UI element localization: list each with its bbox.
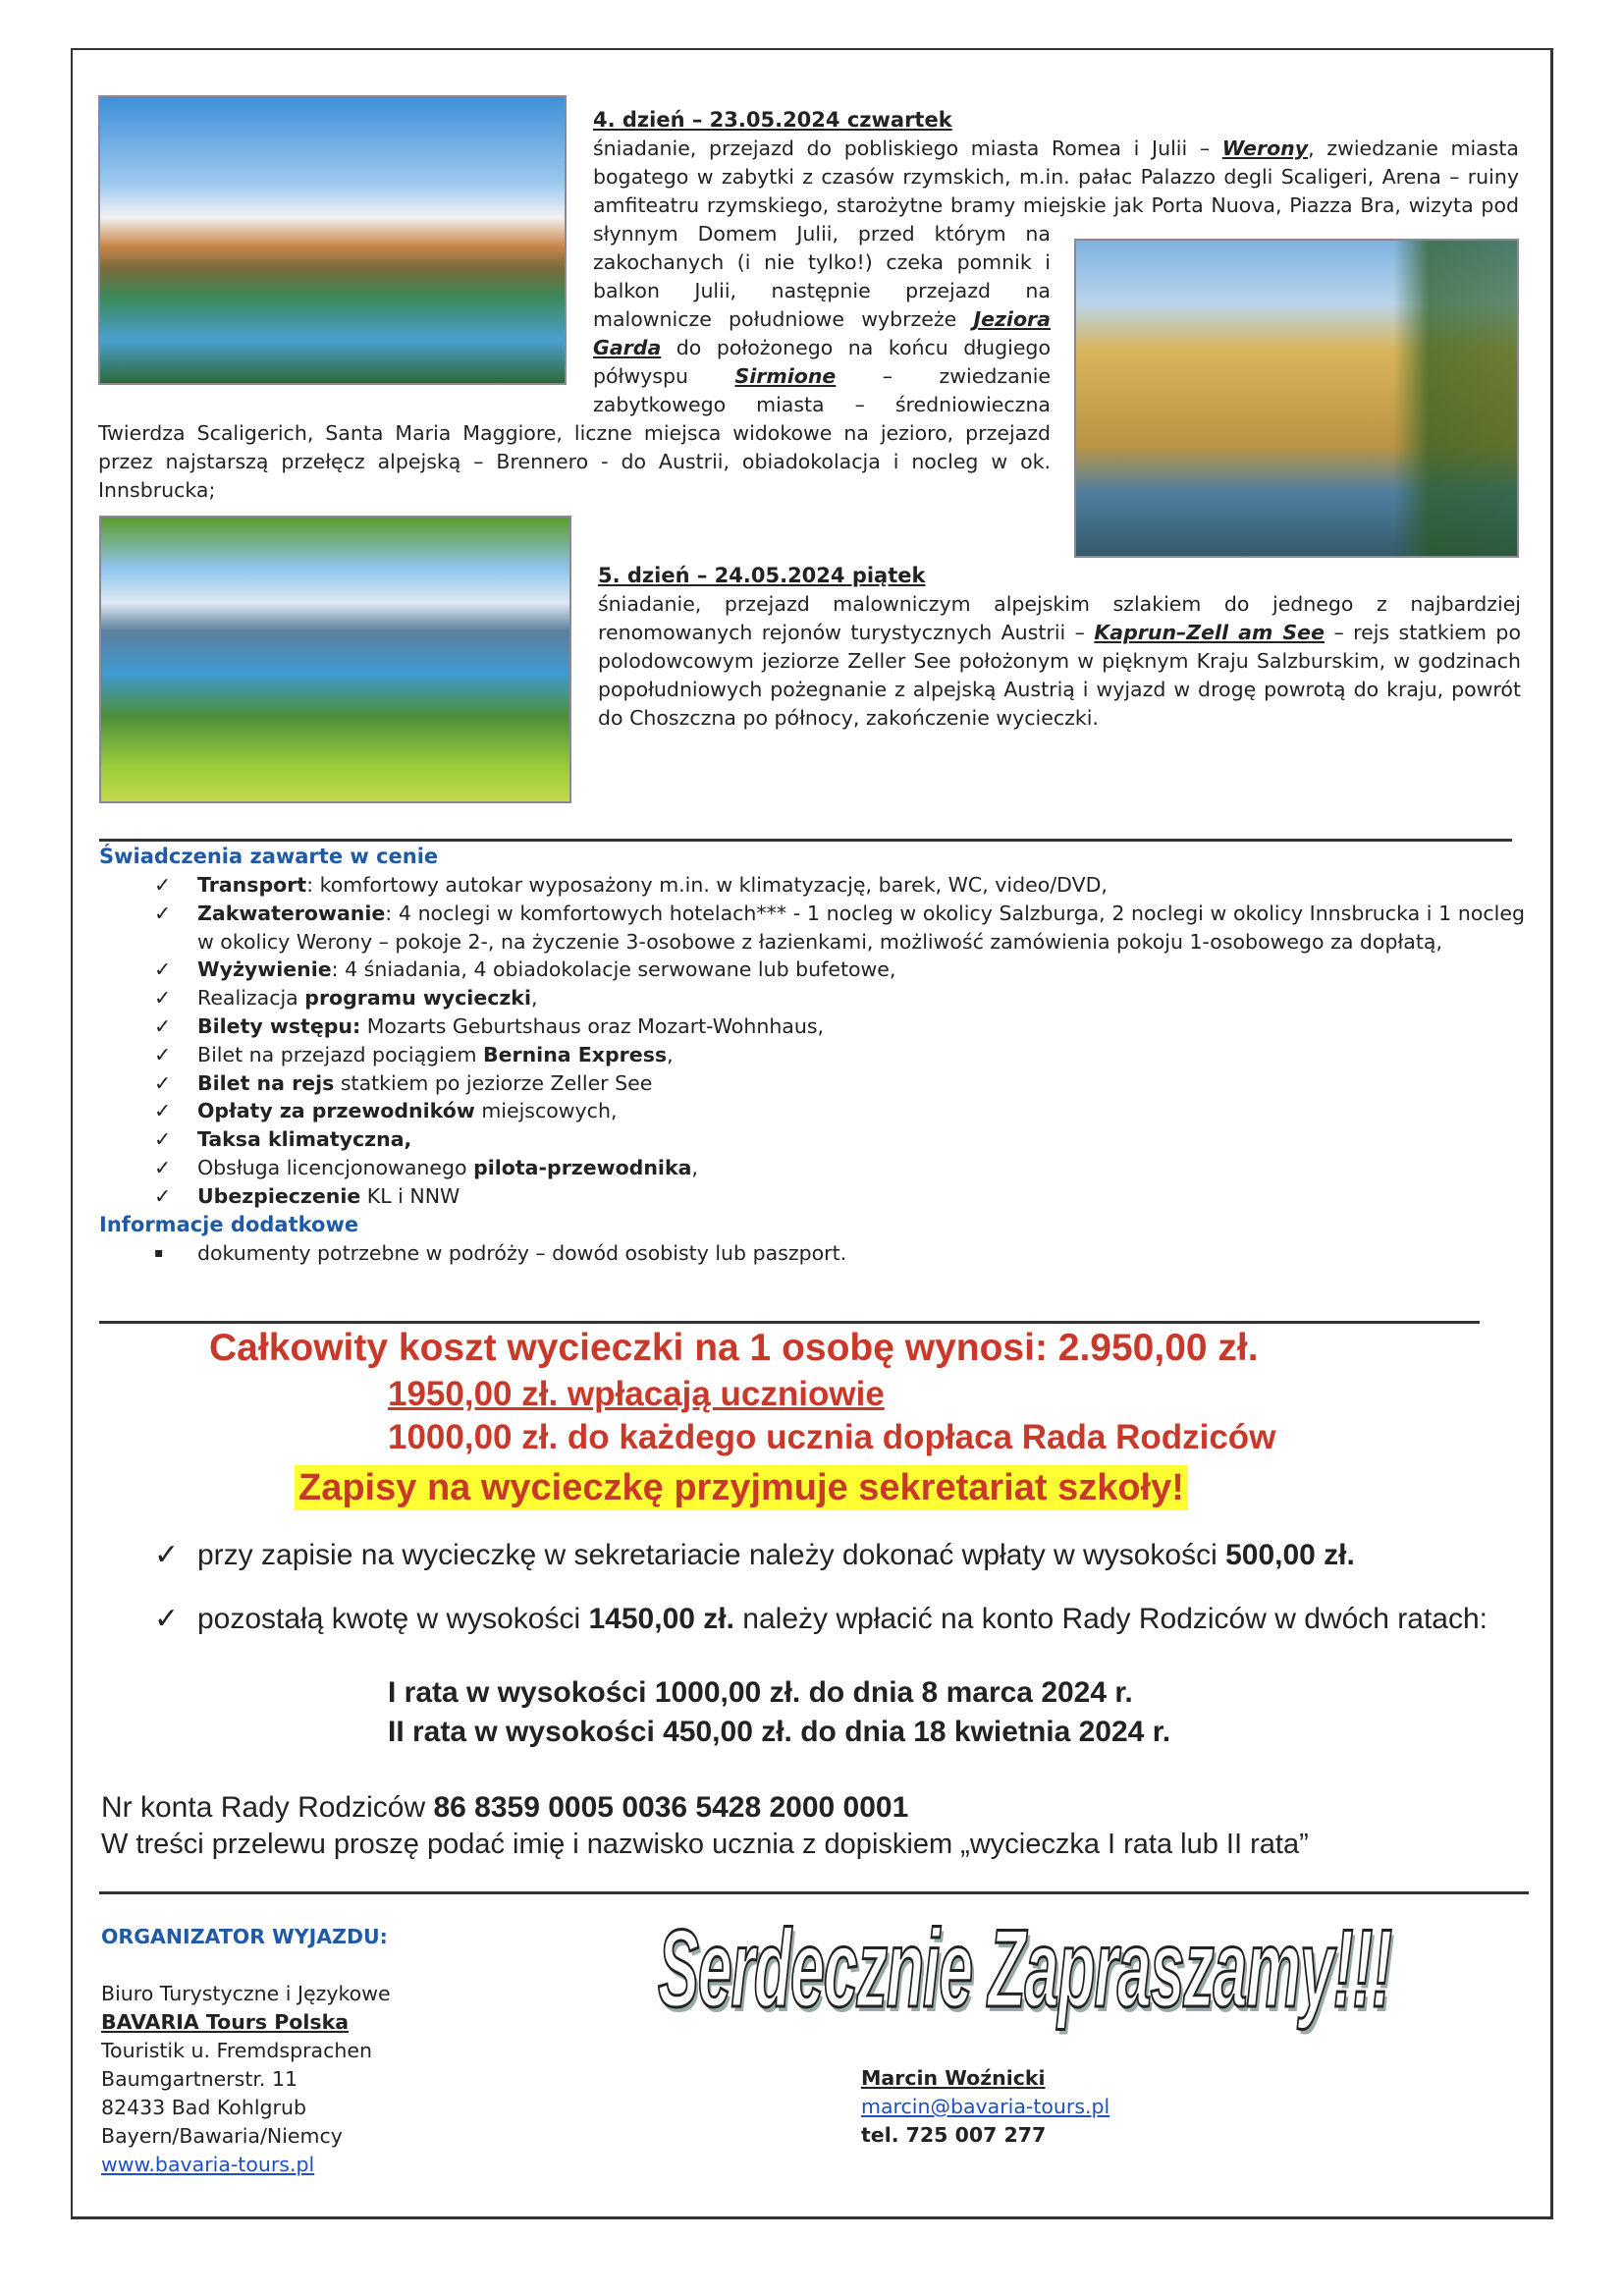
check-icon: ✓: [154, 901, 172, 925]
item-bold: Bilety wstępu:: [197, 1013, 361, 1038]
list-item: [154, 956, 1525, 984]
day5-heading: 5. dzień – 24.05.2024 piątek: [598, 564, 926, 587]
account-label: Nr konta Rady Rodziców: [101, 1791, 434, 1824]
day5-text: śniadanie, przejazd malowniczym alpejskim szlakiem do jednego z najbardziej renomowanych rejonów turystycznych Austrii –: [598, 592, 1521, 644]
day4-text: , zwiedzanie miasta bogatego w zabytki z czasów rzymskich, m.in. pałac Palazzo degli Scaligeri, Arena – ruiny amfiteatru rzymskiego, starożytne bramy miejskie jak Porta Nuova, Piazza Bra, wizyta pod słynnym Domem Julii, przed którym na zakochanych (i nie tylko!) czeka pomnik i balkon Julii, następnie przejazd na malownicze południowe wybrzeże: [593, 137, 1519, 331]
account-line: [101, 1789, 908, 1827]
payment-text: przy zapisie na wycieczkę w sekretariacie należy dokonać wpłaty w wysokości: [197, 1539, 1226, 1571]
check-icon: ✓: [154, 1070, 172, 1095]
item-text: ,: [530, 986, 538, 1011]
divider: [99, 1891, 1529, 1894]
organizer-region: Bayern/Bawaria/Niemcy: [101, 2124, 343, 2148]
organizer-line: Biuro Turystyczne i Językowe: [101, 1982, 391, 2005]
item-text: : komfortowy autokar wyposażony m.in. w klimatyzację, barek, WC, video/DVD,: [306, 873, 1108, 897]
item-text: Mozarts Geburtshaus oraz Mozart-Wohnhaus,: [360, 1013, 825, 1038]
contact-phone: tel. 725 007 277: [861, 2123, 1047, 2147]
day4-text: śniadanie, przejazd do pobliskiego miasta Romea i Julii –: [593, 137, 1222, 160]
list-item: [154, 1182, 1525, 1211]
check-icon: ✓: [154, 1042, 172, 1066]
list-item: [154, 871, 1525, 900]
list-item: [154, 1012, 1525, 1041]
list-item: [154, 1069, 1525, 1098]
installment-1: I rata w wysokości 1000,00 zł. do dnia 8 marca 2024 r.: [388, 1676, 1133, 1709]
organizer-line: Touristik u. Fremdsprachen: [101, 2039, 372, 2062]
website-link[interactable]: www.bavaria-tours.pl: [101, 2153, 315, 2176]
payment-bullet-2: [154, 1598, 1529, 1641]
check-icon: ✓: [154, 1603, 180, 1635]
list-item: [154, 900, 1525, 957]
check-icon: ✓: [154, 957, 172, 982]
item-text: : 4 noclegi w komfortowych hotelach*** - 1 nocleg w okolicy Salzburga, 2 noclegi w okolicy Innsbrucka i 1 nocleg w okolicy Werony – pokoje 2-, na życzenie 3-osobowe z łazienkami, możliwość zamówienia pokoju 1-osobowego za dopłatą,: [197, 901, 1525, 954]
contact-block: [861, 2064, 1109, 2150]
item-bold: Taksa klimatyczna,: [197, 1127, 412, 1152]
float-spacer: [1051, 232, 1520, 551]
organizer-city: 82433 Bad Kohlgrub: [101, 2096, 306, 2119]
square-bullet-icon: ▪: [154, 1244, 164, 1261]
organizer-company: BAVARIA Tours Polska: [101, 2010, 350, 2034]
students-payment: 1950,00 zł. wpłacają uczniowie: [388, 1375, 885, 1413]
signup-notice: Zapisy na wycieczkę przyjmuje sekretariat szkoły!: [295, 1465, 1188, 1510]
item-bold: Opłaty za przewodników: [197, 1099, 475, 1123]
organizer-title: ORGANIZATOR WYJAZDU:: [101, 1925, 388, 1948]
organizer-street: Baumgartnerstr. 11: [101, 2067, 298, 2091]
included-list: [154, 871, 1525, 1211]
day5-text: – rejs statkiem po polodowcowym jeziorze Zeller See położonym w pięknym Kraju Salzburskim, w godzinach popołudniowych pożegnanie z alpejską Austrią i wyjazd w drogę powrotą do kraju, powrót do Choszczna po północy, zakończenie wycieczki.: [598, 621, 1521, 730]
total-cost: Całkowity koszt wycieczki na 1 osobę wynosi: 2.950,00 zł.: [209, 1327, 1259, 1369]
list-item: [154, 1125, 1525, 1154]
item-text: Obsługa licencjonowanego: [197, 1155, 474, 1179]
item-bold: programu wycieczki: [304, 986, 531, 1011]
check-icon: ✓: [154, 1183, 172, 1208]
organizer-block: [101, 1923, 391, 2179]
transfer-note: W treści przelewu proszę podać imię i nazwisko ucznia z dopiskiem „wycieczka I rata lub II rata”: [101, 1829, 1309, 1860]
list-item: [154, 984, 1525, 1012]
payment-amount: 500,00 zł.: [1225, 1539, 1355, 1571]
council-payment: 1000,00 zł. do każdego ucznia dopłaca Rada Rodziców: [388, 1418, 1276, 1456]
item-text: ,: [667, 1042, 674, 1066]
included-section: [99, 843, 1525, 1267]
included-title: Świadczenia zawarte w cenie: [99, 845, 439, 868]
place-werona: Werony: [1221, 137, 1309, 160]
item-text: Bilet na przejazd pociągiem: [197, 1042, 483, 1066]
item-text: miejscowych,: [474, 1099, 618, 1123]
item-bold: Wyżywienie: [197, 957, 332, 982]
contact-email-link[interactable]: marcin@bavaria-tours.pl: [861, 2095, 1110, 2118]
check-icon: ✓: [154, 1013, 172, 1038]
check-icon: ✓: [154, 986, 172, 1011]
additional-list: [154, 1239, 1525, 1268]
item-text: : 4 śniadania, 4 obiadokolacje serwowane lub bufetowe,: [331, 957, 896, 982]
day5-section: [598, 562, 1521, 733]
item-bold: Ubezpieczenie: [197, 1183, 361, 1208]
check-icon: ✓: [154, 1539, 180, 1571]
float-spacer: [1519, 106, 1520, 232]
item-text: KL i NNW: [360, 1183, 460, 1208]
item-text: statkiem po jeziorze Zeller See: [334, 1070, 653, 1095]
list-item: [154, 1041, 1525, 1069]
check-icon: ✓: [154, 1155, 172, 1179]
day4-section: [98, 106, 1520, 551]
float-spacer: [98, 106, 593, 394]
list-item: [154, 1097, 1525, 1125]
item-bold: Bilet na rejs: [197, 1070, 335, 1095]
contact-name: Marcin Woźnicki: [861, 2066, 1046, 2090]
item-text: ,: [691, 1155, 698, 1179]
check-icon: ✓: [154, 1127, 172, 1152]
invite-text: Serdecznie Zapraszamy!!!: [658, 1907, 1391, 2030]
item-bold: Bernina Express: [482, 1042, 668, 1066]
check-icon: ✓: [154, 1099, 172, 1123]
invite-banner: [658, 1905, 1623, 2032]
item-text: dokumenty potrzebne w podróży – dowód osobisty lub paszport.: [197, 1240, 847, 1265]
item-text: Realizacja: [197, 986, 305, 1011]
payment-amount: 1450,00 zł.: [588, 1603, 734, 1635]
list-item: [154, 1239, 1525, 1268]
installment-2: II rata w wysokości 450,00 zł. do dnia 18 kwietnia 2024 r.: [388, 1716, 1171, 1748]
day4-heading: 4. dzień – 23.05.2024 czwartek: [593, 108, 952, 132]
place-sirmione: Sirmione: [734, 364, 837, 388]
zell-am-see-photo: [99, 516, 571, 803]
place-kaprun-zell: Kaprun–Zell am See: [1094, 621, 1325, 644]
payment-bullet-1: [154, 1534, 1529, 1577]
payment-text: należy wpłacić na konto Rady Rodziców w dwóch ratach:: [733, 1603, 1488, 1635]
account-number: 86 8359 0005 0036 5428 2000 0001: [433, 1791, 909, 1824]
item-bold: Zakwaterowanie: [197, 901, 386, 925]
place-jezioro-garda: Jeziora Garda: [593, 307, 1051, 359]
check-icon: ✓: [154, 873, 172, 897]
day4-text: do położonego na końcu długiego półwyspu: [593, 336, 1051, 388]
divider: [99, 1321, 1480, 1324]
list-item: [154, 1154, 1525, 1182]
item-bold: pilota-przewodnika: [473, 1155, 692, 1179]
day4-text: – zwiedzanie zabytkowego miasta – średniowieczna Twierdza Scaligerich, Santa Maria Maggiore, liczne miejsca widokowe na jezioro, przejazd przez najstarszą przełęcz alpejską – Brennero - do Austrii, obiadokolacja i nocleg w ok. Innsbrucka;: [98, 364, 1051, 502]
payment-text: pozostałą kwotę w wysokości: [197, 1603, 589, 1635]
item-bold: Transport: [197, 873, 307, 897]
additional-title: Informacje dodatkowe: [99, 1212, 359, 1236]
divider: [99, 839, 1512, 842]
